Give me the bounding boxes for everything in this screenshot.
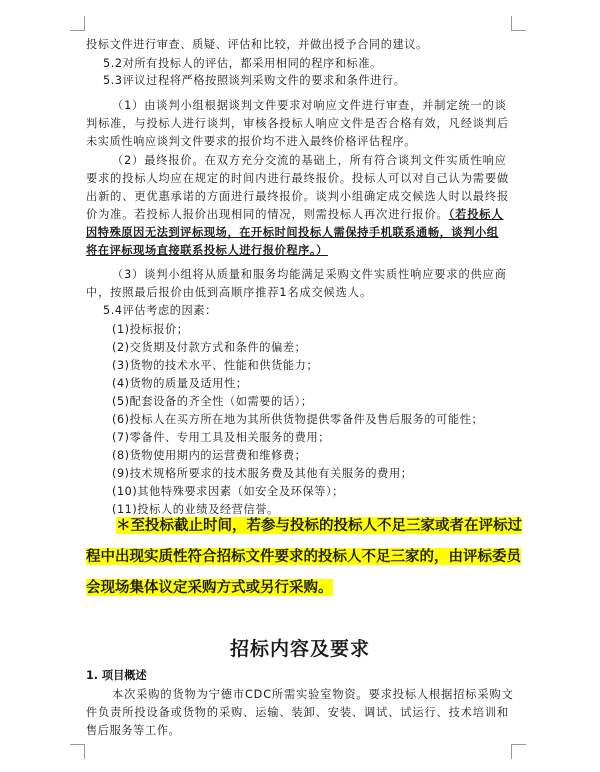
subsection-heading: 1. 项目概述 xyxy=(86,669,147,682)
para2-emphasis-line-3: 将在评标现场直接联系投标人进行报价程序。） xyxy=(86,244,328,257)
factor-item: (7)零备件、专用工具及相关服务的费用； xyxy=(112,431,331,444)
para2-line-2: 要求的投标人均应在规定的时间内进行最终报价。投标人可以对自己认为需要做 xyxy=(86,172,510,185)
crop-mark-top-left xyxy=(70,16,85,31)
factor-item: (5)配套设备的齐全性（如需要的话）； xyxy=(112,395,313,408)
crop-mark-top-right xyxy=(511,16,526,31)
factor-item: (4)货物的质量及适用性； xyxy=(112,377,248,390)
notice-line-1 xyxy=(116,514,522,538)
factor-item: (11)投标人的业绩及经营信誉。 xyxy=(112,503,279,516)
para1-line-3: 未实质性响应谈判文件要求的报价均不进入最终价格评估程序。 xyxy=(86,135,417,148)
item-5-2: 5.2对所有投标人的评估，都采用相同的程序和标准。 xyxy=(103,57,382,70)
para2-emphasis-start: （若投标人 xyxy=(448,208,504,221)
intro-line: 投标文件进行审查、质疑、评估和比较，并做出授予合同的建议。 xyxy=(86,38,428,51)
crop-mark-bottom-right xyxy=(511,744,526,759)
notice-line-3-text: 会现场集体议定采购方式或另行采购。 xyxy=(86,579,333,596)
factor-item: (3)货物的技术水平、性能和供货能力； xyxy=(112,359,319,372)
notice-line-2 xyxy=(86,545,521,569)
crop-mark-bottom-left xyxy=(70,744,85,759)
para1-line-1: （1）由谈判小组根据谈判文件要求对响应文件进行审查，并制定统一的谈 xyxy=(112,99,507,112)
para3-line-1: （3）谈判小组将从质量和服务均能满足采购文件实质性响应要求的供应商 xyxy=(112,268,507,281)
para1-line-2: 判标准，与投标人进行谈判，审核各投标人响应文件是否合格有效，凡经谈判后 xyxy=(86,117,510,130)
overview-line-3: 售后服务等工作。 xyxy=(86,724,181,737)
notice-line-1-text: ＊至投标截止时间，若参与投标的投标人不足三家或者在评标过 xyxy=(116,517,522,534)
para2-line-4-text: 价为准。若投标人报价出现相同的情况，则需投标人再次进行报价。 xyxy=(86,208,449,221)
factor-item: (8)货物使用期内的运营费和维修费； xyxy=(112,449,307,462)
factor-item: (1)投标报价； xyxy=(112,323,189,336)
factor-item: (2)交货期及付款方式和条件的偏差； xyxy=(112,341,307,354)
factor-item: (6)投标人在买方所在地为其所供货物提供零备件及售后服务的可能性； xyxy=(112,413,484,426)
para2-line-3: 出新的、更优惠承诺的方面进行最终报价。谈判小组确定成交候选人时以最终报 xyxy=(86,190,510,203)
para3-line-2: 中，按照最后报价由低到高顺序推荐1名成交候选人。 xyxy=(86,286,373,299)
para2-line-1: （2）最终报价。在双方充分交流的基础上，所有符合谈判文件实质性响应 xyxy=(112,154,507,167)
item-5-3: 5.3评议过程将严格按照谈判采购文件的要求和条件进行。 xyxy=(103,74,406,87)
section-title: 招标内容及要求 xyxy=(229,638,370,660)
overview-line-1: 本次采购的货物为宁德市CDC所需实验室物资。要求投标人根据招标采购文 xyxy=(112,688,514,701)
notice-line-2-text: 程中出现实质性符合招标文件要求的投标人不足三家的，由评标委员 xyxy=(86,548,521,565)
factor-item: (10)其他特殊要求因素（如安全及环保等）； xyxy=(112,485,344,498)
para2-emphasis-line-2: 因特殊原因无法到评标现场，在开标时间投标人需保持手机联系通畅，谈判小组 xyxy=(86,226,499,239)
notice-line-3 xyxy=(86,576,333,600)
para2-line-4 xyxy=(86,206,503,224)
factor-item: (9)技术规格所要求的技术服务费及其他有关服务的费用； xyxy=(112,467,413,480)
item-5-4: 5.4评估考虑的因素： xyxy=(103,304,217,317)
overview-line-2: 件负责所投设备或货物的采购、运输、装卸、安装、调试、试运行、技术培训和 xyxy=(86,706,510,719)
